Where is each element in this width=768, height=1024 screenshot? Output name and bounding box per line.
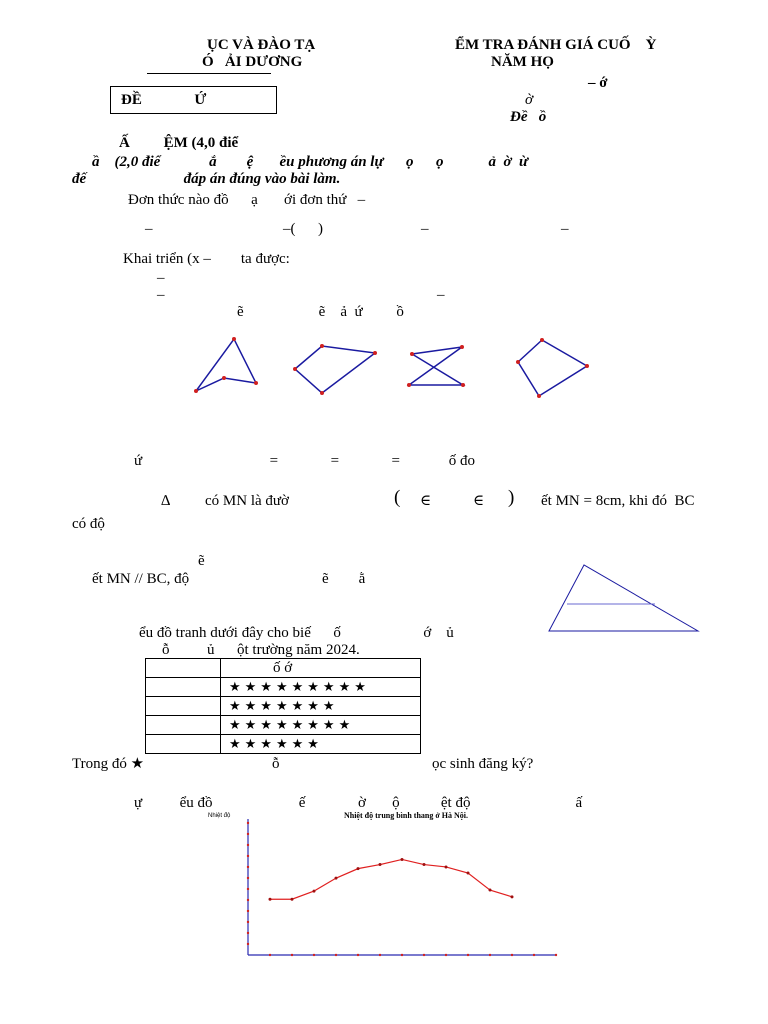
- question-2-option-a: –: [157, 270, 165, 286]
- star-row-4: ★★★★★★: [221, 735, 421, 754]
- question-6-text-b: ẽ ằ: [322, 571, 366, 587]
- y-tick: [247, 866, 249, 868]
- header-right-line4: ờ: [525, 92, 534, 108]
- y-tick: [247, 910, 249, 912]
- question-1-option-d: –: [561, 221, 569, 237]
- y-tick: [247, 822, 249, 824]
- question-2-text: Khai triển (x – ta được:: [123, 251, 290, 267]
- question-7-note-a: Trong đó ★: [72, 756, 145, 772]
- element-of-2: ∈: [473, 493, 485, 509]
- chart-data-point: [357, 867, 360, 870]
- x-tick: [357, 954, 359, 956]
- x-tick: [313, 954, 315, 956]
- question-8-text: ự ểu đồ ế ờ ộ ệt độ ấ: [134, 795, 583, 811]
- y-tick: [247, 921, 249, 923]
- chart-data-point: [379, 863, 382, 866]
- question-6-tilde: ẽ: [198, 553, 205, 569]
- header-left-line2: Ó ẢI DƯƠNG: [202, 54, 303, 70]
- question-1-text: Đơn thức nào đồ ạ ới đơn thứ –: [128, 192, 366, 208]
- question-7-note-c: ọc sinh đăng ký?: [432, 756, 534, 772]
- temperature-line-chart: [200, 805, 570, 965]
- exam-code-label: ĐỀ Ứ: [121, 92, 207, 108]
- star-row-2: ★★★★★★★: [221, 697, 421, 716]
- question-5-text-a: có MN là đườ: [205, 493, 289, 509]
- question-4-text: ứ = = = ố đo: [134, 453, 476, 469]
- header-right-line5: Đề ồ: [510, 109, 547, 125]
- section-instruction-a: ầ (2,0 điể ắ ệ ều phương án lự ọ ọ ả ờ ừ: [92, 154, 528, 170]
- x-tick: [291, 954, 293, 956]
- chart-series-line: [270, 859, 512, 899]
- y-tick: [247, 844, 249, 846]
- question-1-option-a: –: [145, 221, 153, 237]
- question-7-note-b: ỗ: [272, 756, 280, 772]
- x-tick: [401, 954, 403, 956]
- x-tick: [555, 954, 557, 956]
- question-5-text-c: có độ: [72, 516, 105, 532]
- chart-data-point: [269, 898, 272, 901]
- table-row: [146, 697, 421, 716]
- question-3-text: ẽ ẽ ả ứ ồ: [237, 304, 404, 320]
- paren-left: (: [394, 487, 401, 508]
- question-1-option-c: –: [421, 221, 429, 237]
- question-6-text: ết MN // BC, độ: [92, 571, 190, 587]
- x-tick: [467, 954, 469, 956]
- question-1-option-b: –( ): [283, 221, 323, 237]
- chart-data-point: [489, 889, 492, 892]
- star-row-3: ★★★★★★★★: [221, 716, 421, 735]
- x-tick: [335, 954, 337, 956]
- header-right-line3: – ớ: [588, 75, 608, 91]
- table-row: [146, 678, 421, 697]
- x-tick: [511, 954, 513, 956]
- table-row: [146, 659, 421, 678]
- chart-data-point: [335, 877, 338, 880]
- question-7-text-a: ểu đồ tranh dưới đây cho biế ố ớ ủ: [139, 625, 454, 641]
- table-row: [146, 735, 421, 754]
- chart-title: Nhiệt độ trung bình thang ở Hà Nội.: [343, 811, 469, 820]
- question-7-text-b: ỗ ủ ột trường năm 2024.: [162, 642, 360, 658]
- section-instruction-b: đế đáp án đúng vào bài làm.: [72, 171, 341, 187]
- question-2-option-c: –: [437, 287, 445, 303]
- table-row: [146, 716, 421, 735]
- section-title: Ấ ỆM (4,0 điể: [119, 135, 239, 151]
- x-tick: [533, 954, 535, 956]
- chart-data-point: [313, 890, 316, 893]
- header-right-line1: ỂM TRA ĐÁNH GIÁ CUỐ Ỳ: [455, 37, 657, 53]
- y-tick: [247, 833, 249, 835]
- x-tick: [489, 954, 491, 956]
- y-tick: [247, 877, 249, 879]
- x-tick: [423, 954, 425, 956]
- chart-data-point: [467, 872, 470, 875]
- pictograph-table: [145, 658, 421, 754]
- chart-data-point: [445, 865, 448, 868]
- y-tick: [247, 899, 249, 901]
- x-tick: [269, 954, 271, 956]
- x-tick: [445, 954, 447, 956]
- chart-data-point: [423, 863, 426, 866]
- header-right-line2: NĂM HỌ: [491, 54, 554, 70]
- y-tick: [247, 888, 249, 890]
- y-tick: [247, 943, 249, 945]
- question-2-option-b: –: [157, 287, 165, 303]
- element-of-1: ∈: [420, 493, 432, 509]
- paren-right: ): [508, 487, 515, 508]
- table-header-right: ố ớ: [221, 659, 421, 678]
- triangle-symbol: ∆: [161, 493, 171, 509]
- x-tick: [379, 954, 381, 956]
- chart-data-point: [291, 898, 294, 901]
- question-5-text-b: ết MN = 8cm, khi đó BC: [541, 493, 695, 509]
- header-left-line1: ỤC VÀ ĐÀO TẠ: [207, 37, 316, 53]
- chart-y-axis-label: Nhiệt độ: [208, 813, 231, 819]
- chart-data-point: [401, 858, 404, 861]
- chart-data-point: [511, 895, 514, 898]
- y-tick: [247, 855, 249, 857]
- y-tick: [247, 932, 249, 934]
- star-row-1: ★★★★★★★★★: [221, 678, 421, 697]
